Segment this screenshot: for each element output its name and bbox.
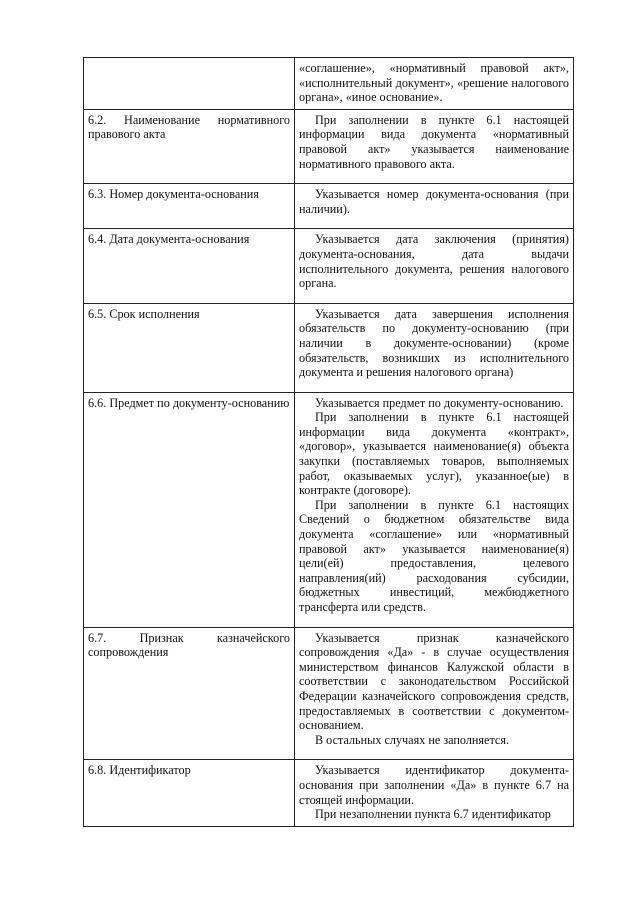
table-row — [84, 58, 574, 110]
description-paragraph: Указывается предмет по документу-основанию. — [315, 395, 564, 410]
table-row — [84, 392, 574, 627]
field-description-cell — [295, 184, 574, 229]
field-description-cell — [295, 229, 574, 303]
description-paragraph: При заполнении в пункте 6.1 настоящей информации вида документа «контракт», «договор», указывается наименование(я) объекта закупки (поставляемых товаров, выполняемых работ, оказываемых услуг), указанное(ые) в контракте (договоре). — [299, 410, 569, 498]
description-paragraph: Указывается идентификатор документа-основания при заполнении «Да» в пункте 6.7 на стоящей информации. — [299, 763, 569, 807]
table-row — [84, 303, 574, 392]
description-paragraph: Указывается признак казначейского сопровождения «Да» - в случае осуществления министерством финансов Калужской области в соответствии с законодательством Российской Федерации казначейского сопровождения средств, предоставляемых в соответствии с документом-основанием. — [299, 630, 569, 733]
table-row — [84, 109, 574, 183]
field-name-cell — [84, 760, 295, 826]
field-description-cell — [295, 392, 574, 627]
field-name-cell — [84, 184, 295, 229]
field-name-cell — [84, 109, 295, 183]
field-name-cell — [84, 58, 295, 110]
description-paragraph: При заполнении в пункте 6.1 настоящей информации вида документа «нормативный правовой акт» указывается наименование нормативного правового акта. — [299, 112, 569, 171]
field-description-cell — [295, 303, 574, 392]
field-name: 6.3. Номер документа-основания — [88, 187, 259, 202]
table-row — [84, 760, 574, 826]
field-name: 6.2. Наименование нормативного правового акта — [88, 112, 290, 142]
description-paragraph: «соглашение», «нормативный правовой акт», «исполнительный документ», «решение налогового органа», «иное основание». — [299, 61, 569, 105]
field-description-cell — [295, 58, 574, 110]
field-description-cell — [295, 627, 574, 760]
description-paragraph: При незаполнении пункта 6.7 идентификатор — [315, 807, 551, 822]
description-paragraph: Указывается номер документа-основания (при наличии). — [299, 187, 569, 216]
field-name: 6.7. Признак казначейского сопровождения — [88, 630, 290, 660]
field-name: 6.5. Срок исполнения — [88, 306, 200, 321]
field-name-cell — [84, 303, 295, 392]
field-description-cell — [295, 109, 574, 183]
table-row — [84, 627, 574, 760]
description-paragraph: При заполнении в пункте 6.1 настоящих Сведений о бюджетном обязательстве вида документа «соглашение» или «нормативный правовой акт» указывается наименование(я) цели(ей) предоставления, целевого направления(ий) расходования субсидии, бюджетных инвестиций, межбюджетного трансферта или средств. — [299, 497, 569, 614]
table-row — [84, 229, 574, 303]
description-paragraph: Указывается дата завершения исполнения обязательств по документу-основанию (при наличии в документе-основании) (кроме обязательств, возникших из исполнительного документа и решения налогового органа) — [299, 306, 569, 380]
field-name-cell — [84, 229, 295, 303]
field-name-cell — [84, 627, 295, 760]
field-name: 6.6. Предмет по документу-основанию — [88, 395, 290, 410]
table-row — [84, 184, 574, 229]
field-name: 6.8. Идентификатор — [88, 763, 191, 778]
requirements-table — [83, 57, 574, 827]
description-paragraph: Указывается дата заключения (принятия) документа-основания, дата выдачи исполнительного документа, решения налогового органа. — [299, 232, 569, 291]
field-name-cell — [84, 392, 295, 627]
field-name: 6.4. Дата документа-основания — [88, 232, 250, 247]
description-paragraph: В остальных случаях не заполняется. — [315, 732, 509, 747]
field-description-cell — [295, 760, 574, 826]
